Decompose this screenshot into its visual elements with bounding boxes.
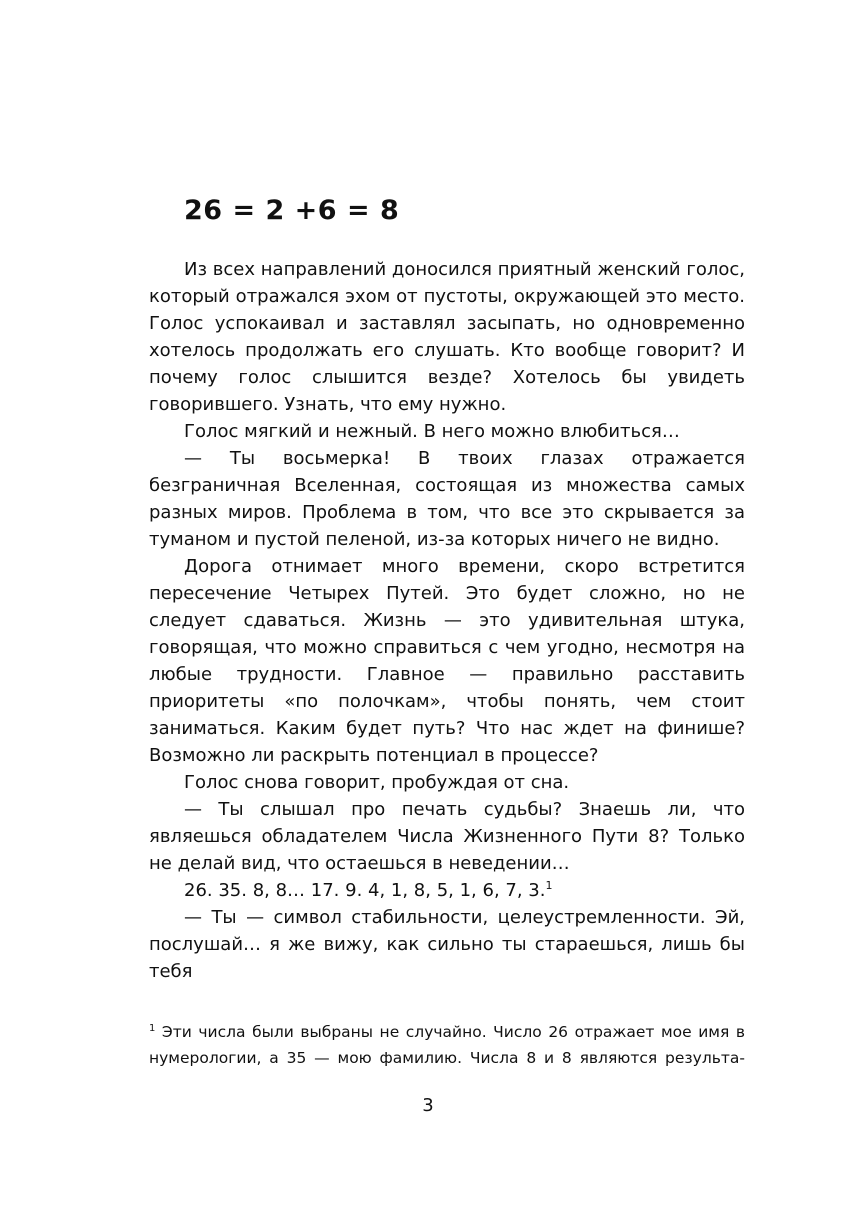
paragraph: Голос мягкий и нежный. В него можно влюбиться…	[184, 421, 680, 442]
body-text	[149, 256, 745, 985]
paragraph: Из всех направлений доносился приятный женский голос, который отражался эхом от пустоты, окружающей это место. Голос успокаивал и заставлял засыпать, но одновременно хотелось продолжать его слушать. Кто вообще говорит? И почему голос слышится везде? Хотелось бы увидеть говорившего. Узнать, что ему нужно.	[149, 259, 745, 415]
footnotes	[149, 1019, 745, 1071]
page-number: 3	[422, 1095, 434, 1116]
number-sequence: 26. 35. 8, 8… 17. 9. 4, 1, 8, 5, 1, 6, 7, 3.	[184, 880, 546, 901]
chapter-title: 26 = 2 +6 = 8	[184, 195, 400, 226]
paragraph: — Ты слышал про печать судьбы? Знаешь ли, что являешься обладателем Числа Жизненного Пути 8? Только не делай вид, что остаешься в неведении…	[149, 799, 745, 874]
paragraph: Голос снова говорит, пробуждая от сна.	[184, 772, 570, 793]
footnote-marker: 1	[149, 1023, 156, 1034]
footnote-text: Эти числа были выбраны не случайно. Число 26 отражает мое имя в нумерологии, а 35 — мою фамилию. Числа 8 и 8 являются результа-	[149, 1023, 745, 1067]
footnote-reference[interactable]: 1	[545, 879, 553, 892]
paragraph: Дорога отнимает много времени, скоро встретится пересечение Четырех Путей. Это будет сложно, но не следует сдаваться. Жизнь — это удивительная штука, говорящая, что можно справиться с чем угодно, несмотря на любые трудности. Главное — правильно расставить приоритеты «по полочкам», чтобы понять, чем стоит заниматься. Каким будет путь? Что нас ждет на финише? Возможно ли раскрыть потенциал в процессе?	[149, 556, 745, 766]
paragraph: — Ты восьмерка! В твоих глазах отражается безграничная Вселенная, состоящая из множества самых разных миров. Проблема в том, что все это скрывается за туманом и пустой пеленой, из-за которых ничего не видно.	[149, 448, 745, 550]
footnote	[149, 1019, 745, 1071]
paragraph: — Ты — символ стабильности, целеустремленности. Эй, послушай… я же вижу, как сильно ты стараешься, лишь бы тебя	[149, 907, 745, 982]
number-sequence-paragraph	[149, 877, 745, 904]
